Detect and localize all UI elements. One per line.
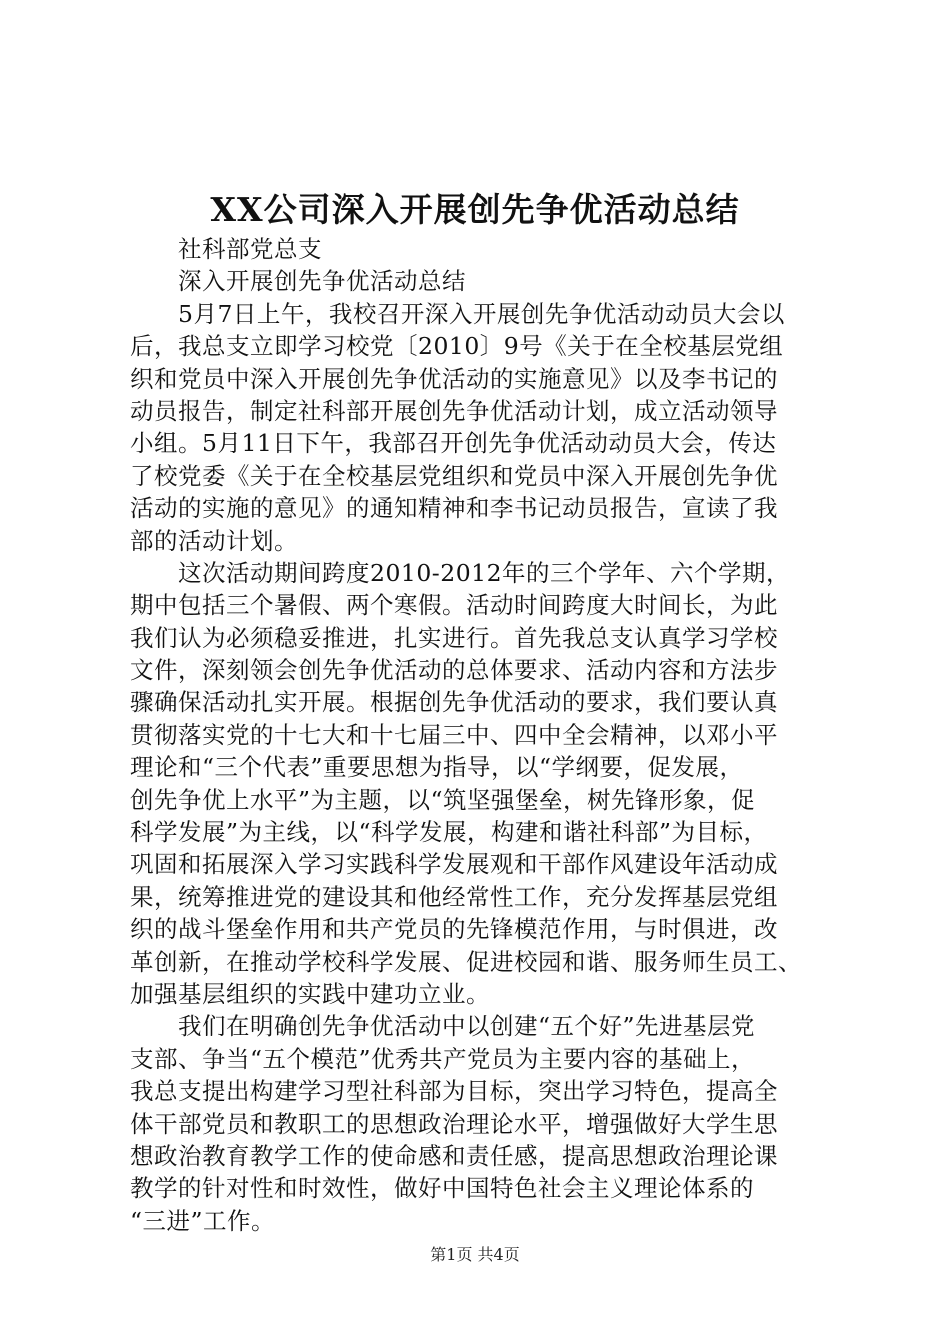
text-line: 我们认为必须稳妥推进，扎实进行。首先我总支认真学习学校 [130, 623, 778, 652]
text-line: 贯彻落实党的十七大和十七届三中、四中全会精神，以邓小平 [130, 720, 778, 749]
text-line: 体干部党员和教职工的思想政治理论水平，增强做好大学生思 [130, 1109, 778, 1138]
text-line: 了校党委《关于在全校基层党组织和党员中深入开展创先争优 [130, 461, 778, 490]
text-line: 动员报告，制定社科部开展创先争优活动计划，成立活动领导 [130, 396, 778, 425]
text-line: 小组。5月11日下午，我部召开创先争优活动动员大会，传达 [130, 429, 777, 458]
document-body [130, 233, 830, 1237]
text-line: 5月7日上午，我校召开深入开展创先争优活动动员大会以 [178, 299, 785, 328]
text-line: 织和党员中深入开展创先争优活动的实施意见》以及李书记的 [130, 364, 778, 393]
text-line: 创先争优上水平”为主题，以“筑坚强堡垒，树先锋形象，促 [130, 785, 756, 814]
text-line: 这次活动期间跨度2010-2012年的三个学年、六个学期， [178, 558, 791, 587]
text-line: 骤确保活动扎实开展。根据创先争优活动的要求，我们要认真 [130, 688, 778, 717]
text-line: 我们在明确创先争优活动中以创建“五个好”先进基层党 [178, 1012, 756, 1041]
text-line: 革创新，在推动学校科学发展、促进校园和谐、服务师生员工、 [130, 947, 802, 976]
text-line: 加强基层组织的实践中建功立业。 [130, 979, 490, 1008]
text-line: 巩固和拓展深入学习实践科学发展观和干部作风建设年活动成 [130, 850, 778, 879]
text-line: 深入开展创先争优活动总结 [178, 267, 466, 296]
text-line: 活动的实施的意见》的通知精神和李书记动员报告，宣读了我 [130, 494, 778, 523]
page-footer: 第1页 共4页 [430, 1245, 520, 1264]
text-line: 部的活动计划。 [130, 526, 298, 555]
text-line: 我总支提出构建学习型社科部为目标，突出学习特色，提高全 [130, 1077, 778, 1106]
text-line: 支部、争当“五个模范”优秀共产党员为主要内容的基础上， [130, 1044, 756, 1073]
text-line: 想政治教育教学工作的使命感和责任感，提高思想政治理论课 [130, 1141, 778, 1170]
text-line: 果，统筹推进党的建设其和他经常性工作，充分发挥基层党组 [130, 882, 778, 911]
text-line: 后，我总支立即学习校党〔2010〕9号《关于在全校基层党组 [130, 332, 784, 361]
text-line: 社科部党总支 [178, 235, 322, 263]
text-line: 教学的针对性和时效性，做好中国特色社会主义理论体系的 [130, 1174, 754, 1203]
text-line: 期中包括三个暑假、两个寒假。活动时间跨度大时间长，为此 [130, 591, 778, 620]
text-line: “三进”工作。 [130, 1206, 276, 1235]
text-line: 理论和“三个代表”重要思想为指导，以“学纲要，促发展， [130, 753, 744, 782]
text-line: 科学发展”为主线，以“科学发展，构建和谐社科部”为目标， [130, 818, 768, 847]
document-title: XX公司深入开展创先争优活动总结 [210, 190, 740, 229]
text-line: 织的战斗堡垒作用和共产党员的先锋模范作用，与时俱进，改 [130, 915, 778, 944]
text-line: 文件，深刻领会创先争优活动的总体要求、活动内容和方法步 [130, 656, 778, 685]
